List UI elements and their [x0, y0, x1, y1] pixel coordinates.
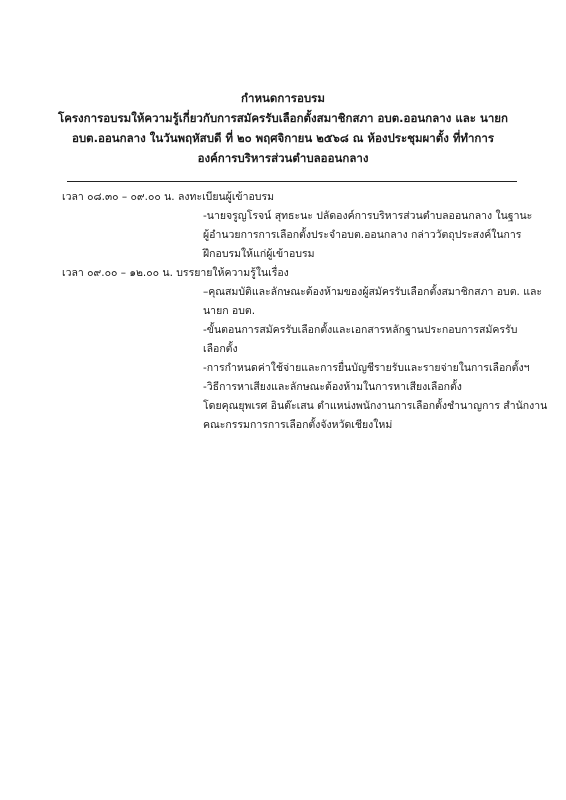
session-1-detail-2: ผู้อำนวยการการเลือกตั้งประจำอบต.ออนกลาง กล่าววัตถุประสงค์ในการ [203, 229, 522, 241]
session-2-detail-7: โดยคุณยุพเรศ อินต๊ะเสน ตำแหน่งพนักงานการเลือกตั้งชำนาญการ สำนักงาน [203, 400, 548, 412]
header-line-1: โครงการอบรมให้ความรู้เกี่ยวกับการสมัครรับเลือกตั้งสมาชิกสภา อบต.ออนกลาง และ นายก [58, 111, 508, 125]
header-line-3: องค์การบริหารส่วนตำบลออนกลาง [197, 151, 369, 165]
session-2-detail-5: -การกำหนดค่าใช้จ่ายและการยื่นบัญชีรายรับและรายจ่ายในการเลือกตั้งฯ [203, 362, 530, 374]
session-1-time: เวลา ๐๘.๓๐ – ๐๙.๐๐ น. ลงทะเบียนผู้เข้าอบรม [62, 191, 275, 203]
agenda [62, 185, 548, 435]
session-2-detail-4: เลือกตั้ง [203, 343, 238, 355]
session-2-detail-8: คณะกรรมการการเลือกตั้งจังหวัดเชียงใหม่ [203, 419, 393, 431]
session-2-detail-1: –คุณสมบัติและลักษณะต้องห้ามของผู้สมัครรับเลือกตั้งสมาชิกสภา อบต. และ [203, 286, 543, 298]
header-line-2: อบต.ออนกลาง ในวันพฤหัสบดี ที่ ๒๐ พฤศจิกายน ๒๕๖๘ ณ ห้องประชุมผาตั้ง ที่ทำการ [71, 131, 495, 145]
session-2-detail-3: -ขั้นตอนการสมัครรับเลือกตั้งและเอกสารหลักฐานประกอบการสมัครรับ [203, 324, 518, 336]
session-2-detail-6: -วิธีการหาเสียงและลักษณะต้องห้ามในการหาเสียงเลือกตั้ง [203, 381, 462, 393]
session-2-detail-2: นายก อบต. [203, 305, 256, 317]
document-title: กำหนดการอบรม [241, 91, 325, 105]
header-divider [67, 181, 517, 182]
session-1-detail-3: ฝึกอบรมให้แก่ผู้เข้าอบรม [203, 248, 315, 260]
session-1-detail-1: -นายจรูญโรจน์ สุทธะนะ ปลัดองค์การบริหารส่วนตำบลออนกลาง ในฐานะ [203, 210, 533, 222]
session-2-time: เวลา ๐๙.๐๐ – ๑๒.๐๐ น. บรรยายให้ความรู้ในเรื่อง [62, 267, 289, 279]
document-header [0, 88, 566, 168]
